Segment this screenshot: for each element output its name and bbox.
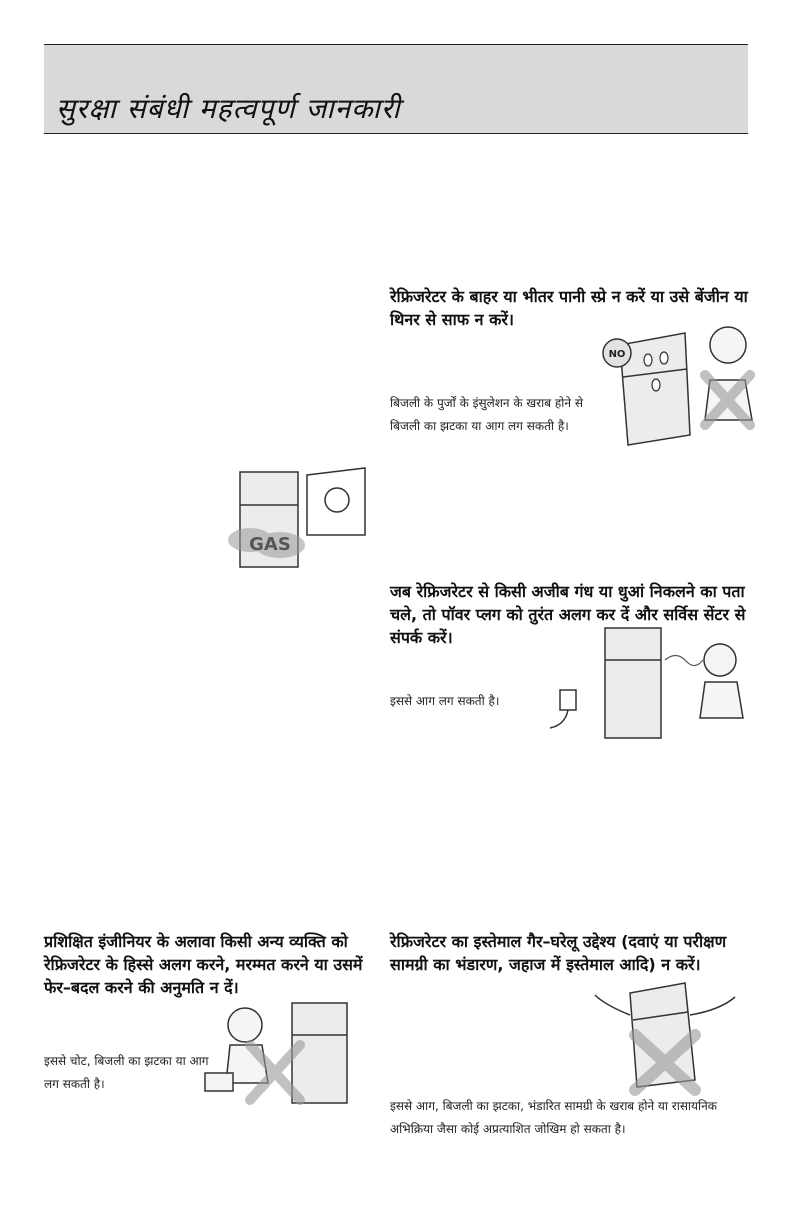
- spray-heading: रेफ्रिजरेटर के बाहर या भीतर पानी स्प्रे न करें या उसे बेंजीन या थिनर से साफ न करें।: [390, 287, 748, 329]
- smell-illustration: [545, 620, 760, 740]
- smell-note: इससे आग लग सकती है।: [390, 694, 500, 708]
- no-sign-label: NO: [608, 349, 626, 360]
- page-title: सुरक्षा संबंधी महत्वपूर्ण जानकारी: [56, 92, 401, 125]
- gas-illustration: [215, 460, 385, 570]
- usage-note: इससे आग, बिजली का झटका, भंडारित सामग्री के खराब होने या रासायनिक अभिक्रिया जैसा कोई अप्रत्याशित जोखिम हो सकता है।: [390, 1099, 717, 1136]
- usage-heading: रेफ्रिजरेटर का इस्तेमाल गैर–घरेलू उद्देश्य (दवाएं या परीक्षण सामग्री का भंडारण, जहाज में इस्तेमाल आदि) न करें।: [390, 932, 727, 974]
- smell-heading: जब रेफ्रिजरेटर से किसी अजीब गंध या धुआं निकलने का पता चले, तो पॉवर प्लग को तुरंत अलग कर दें और सर्विस सेंटर से संपर्क करें।: [390, 582, 746, 647]
- usage-illustration: [575, 975, 760, 1095]
- page-header: [44, 44, 748, 134]
- engineer-illustration: [200, 995, 380, 1110]
- spray-illustration: [590, 305, 760, 450]
- engineer-note: इससे चोट, बिजली का झटका या आग लग सकती है।: [44, 1054, 209, 1091]
- gas-label: GAS: [249, 534, 291, 555]
- engineer-heading: प्रशिक्षित इंजीनियर के अलावा किसी अन्य व्यक्ति को रेफ्रिजरेटर के हिस्से अलग करने, मरम्मत करने या उसमें फेर–बदल करने की अनुमति न दें।: [44, 932, 363, 997]
- spray-note: बिजली के पुर्जों के इंसुलेशन के खराब होने से बिजली का झटका या आग लग सकती है।: [390, 396, 583, 433]
